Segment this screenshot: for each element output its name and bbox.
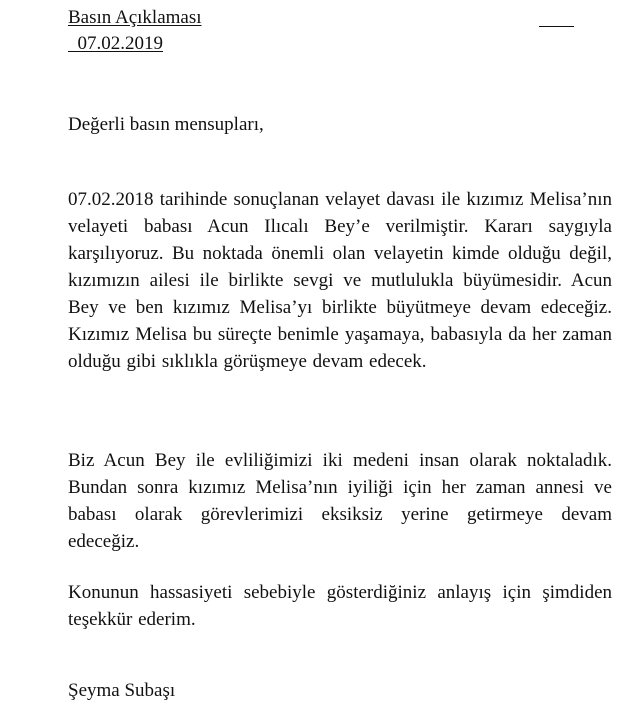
paragraph-thanks: Konunun hassasiyeti sebebiyle gösterdiğiniz anlayış için şimdiden teşekkür ederim. <box>68 582 612 630</box>
document-date: 07.02.2019 <box>68 33 163 54</box>
paragraph-marriage-ended: Biz Acun Bey ile evliliğimizi iki medeni insan olarak noktaladık. Bundan sonra kızımız Melisa’nın iyiliği için her zaman annesi ve babası olarak görevlerimizi eksiksiz yerine getirmeye devam edeceğiz. <box>68 450 612 552</box>
document-title: Basın Açıklaması <box>68 7 202 28</box>
salutation: Değerli basın mensupları, <box>68 114 264 135</box>
signature-name: Şeyma Subaşı <box>68 680 176 701</box>
header-rule <box>539 26 574 27</box>
paragraph-custody-decision: 07.02.2018 tarihinde sonuçlanan velayet davası ile kızımız Melisa’nın velayeti babası Acun Ilıcalı Bey’e verilmiştir. Kararı saygıyla karşılıyoruz. Bu noktada önemli olan velayetin kimde olduğu değil, kızımızın ailesi ile birlikte sevgi ve mutlulukla büyümesidir. Acun Bey ve ben kızımız Melisa’yı birlikte büyütmeye devam edeceğiz. Kızımız Melisa bu süreçte benimle yaşamaya, babasıyla da her zaman olduğu gibi sıklıkla görüşmeye devam edecek. <box>68 189 612 372</box>
